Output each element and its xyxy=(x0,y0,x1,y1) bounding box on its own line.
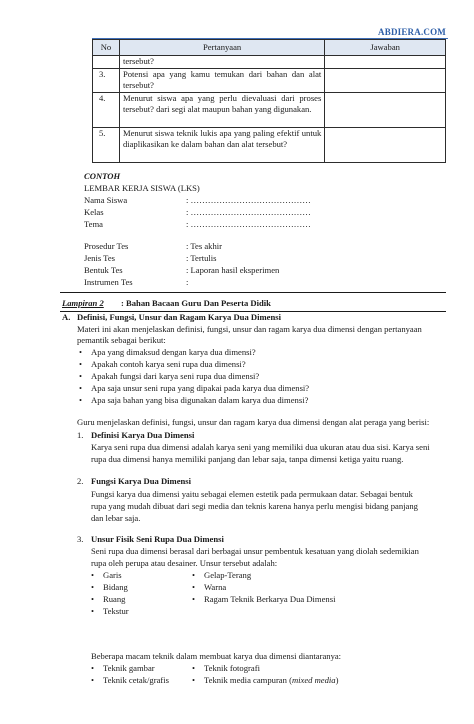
teknik-item: Teknik gambar xyxy=(103,663,155,673)
section-divider xyxy=(60,292,446,293)
field-value: : …………………………………… xyxy=(186,207,311,217)
item-line: rupa oleh perupa atau desainer. Unsur tersebut adalah: xyxy=(91,558,278,568)
teknik-item-close: ) xyxy=(335,675,339,685)
intro-line: Materi ini akan menjelaskan definisi, fungsi, unsur dan ragam karya dua dimensi dengan pertanyaan xyxy=(77,324,422,334)
row-answer-cell xyxy=(325,93,446,128)
field-value: : …………………………………… xyxy=(186,195,311,205)
row-question: Menurut siswa apa yang perlu dievaluasi dari proses tersebut? dari segi alat maupun bahan yang digunakan. xyxy=(119,93,324,128)
table-row xyxy=(93,69,446,93)
test-label: Bentuk Tes xyxy=(84,265,123,275)
item-line: rupa yang mudah dibuat dari segi media dan teknis karena hanya perlu mengisi bidang panjang xyxy=(91,501,418,511)
table-row xyxy=(93,56,446,69)
bullet-icon: • xyxy=(79,371,83,381)
test-value: : Tertulis xyxy=(186,253,217,263)
field-label: Kelas xyxy=(84,207,104,217)
question-item: Apakah fungsi dari karya seni rupa dua dimensi? xyxy=(91,371,260,381)
unsur-item: Gelap-Terang xyxy=(204,570,252,580)
item-title: Fungsi Karya Dua Dimensi xyxy=(91,476,192,486)
header-pertanyaan: Pertanyaan xyxy=(119,40,324,56)
table-row xyxy=(93,128,446,163)
item-number: 2. xyxy=(77,476,84,486)
test-value: : xyxy=(186,277,189,287)
teknik-item-text: Teknik media campuran ( xyxy=(204,675,292,685)
bullet-icon: • xyxy=(79,395,83,405)
unsur-item: Bidang xyxy=(103,582,128,592)
unsur-item: Tekstur xyxy=(103,606,129,616)
section-letter: A. xyxy=(62,312,71,322)
question-item: Apa yang dimaksud dengan karya dua dimensi? xyxy=(91,347,256,357)
item-line: Karya seni rupa dua dimensi adalah karya seni yang memiliki dua ukuran atau dua sisi. Karya seni xyxy=(91,442,430,452)
item-number: 3. xyxy=(77,534,84,544)
test-label: Jenis Tes xyxy=(84,253,115,263)
teknik-intro: Beberapa macam teknik dalam membuat karya dua dimensi diantaranya: xyxy=(91,651,342,661)
row-number: 5. xyxy=(93,128,120,163)
item-title: Definisi Karya Dua Dimensi xyxy=(91,430,195,440)
field-label: Nama Siswa xyxy=(84,195,128,205)
lampiran-label: Lampiran 2 xyxy=(62,298,104,308)
bullet-icon: • xyxy=(79,347,83,357)
row-answer-cell xyxy=(325,69,446,93)
bullet-icon: • xyxy=(192,594,196,604)
test-value: : Laporan hasil eksperimen xyxy=(186,265,280,275)
bullet-icon: • xyxy=(79,359,83,369)
bullet-icon: • xyxy=(91,594,95,604)
teknik-item-mixed xyxy=(204,675,338,686)
contoh-heading: CONTOH xyxy=(84,171,121,181)
test-label: Instrumen Tes xyxy=(84,277,133,287)
row-answer-cell xyxy=(325,56,446,69)
bullet-icon: • xyxy=(91,570,95,580)
bullet-icon: • xyxy=(91,663,95,673)
row-number: 3. xyxy=(93,69,120,93)
item-line: Fungsi karya dua dimensi yaitu sebagai elemen estetik pada permukaan datar. Sebagai bentuk xyxy=(91,489,413,499)
lampiran-title: : Bahan Bacaan Guru Dan Peserta Didik xyxy=(121,298,271,308)
question-item: Apa saja unsur seni rupa yang dipakai pada karya dua dimensi? xyxy=(91,383,310,393)
table-row xyxy=(93,93,446,128)
item-title: Unsur Fisik Seni Rupa Dua Dimensi xyxy=(91,534,224,544)
bullet-icon: • xyxy=(192,582,196,592)
item-number: 1. xyxy=(77,430,84,440)
test-label: Prosedur Tes xyxy=(84,241,129,251)
teknik-item-italic: mixed media xyxy=(291,675,336,685)
bullet-icon: • xyxy=(192,675,196,685)
bullet-icon: • xyxy=(91,675,95,685)
row-number: 4. xyxy=(93,93,120,128)
field-value: : …………………………………… xyxy=(186,219,311,229)
row-question: Potensi apa yang kamu temukan dari bahan dan alat tersebut? xyxy=(119,69,324,93)
header-no: No xyxy=(93,40,120,56)
row-question: tersebut? xyxy=(119,56,324,69)
item-line: dan lebar saja. xyxy=(91,513,141,523)
row-number xyxy=(93,56,120,69)
teknik-item: Teknik fotografi xyxy=(204,663,260,673)
item-line: rupa dua dimensi hanya memiliki panjang dan lebar saja, tanpa dimensi ketiga yaitu ruang. xyxy=(91,454,404,464)
table-header-row xyxy=(93,40,446,56)
row-question: Menurut siswa teknik lukis apa yang paling efektif untuk diaplikasikan ke dalam bahan dan alat tersebut? xyxy=(119,128,324,163)
teknik-item: Teknik cetak/grafis xyxy=(103,675,169,685)
field-label: Tema xyxy=(84,219,103,229)
bullet-icon: • xyxy=(91,606,95,616)
bullet-icon: • xyxy=(91,582,95,592)
unsur-item: Warna xyxy=(204,582,227,592)
bullet-icon: • xyxy=(79,383,83,393)
bullet-icon: • xyxy=(192,570,196,580)
question-item: Apa saja bahan yang bisa digunakan dalam karya dua dimensi? xyxy=(91,395,309,405)
guru-text: Guru menjelaskan definisi, fungsi, unsur dan ragam karya dua dimensi dengan alat peraga yang berisi: xyxy=(77,417,430,427)
intro-line: pemantik sebagai berikut: xyxy=(77,335,166,345)
section-heading: Definisi, Fungsi, Unsur dan Ragam Karya Dua Dimensi xyxy=(77,312,281,322)
test-value: : Tes akhir xyxy=(186,241,222,251)
lks-title: LEMBAR KERJA SISWA (LKS) xyxy=(84,183,200,193)
row-answer-cell xyxy=(325,128,446,163)
unsur-item: Ruang xyxy=(103,594,126,604)
item-line: Seni rupa dua dimensi berasal dari berbagai unsur pembentuk kesatuan yang diolah sedemikian xyxy=(91,546,419,556)
site-brand: ABDIERA.COM xyxy=(378,27,446,37)
header-jawaban: Jawaban xyxy=(325,40,446,56)
question-item: Apakah contoh karya seni rupa dua dimensi? xyxy=(91,359,246,369)
unsur-item: Garis xyxy=(103,570,122,580)
question-table xyxy=(92,39,446,163)
unsur-item: Ragam Teknik Berkarya Dua Dimensi xyxy=(204,594,336,604)
bullet-icon: • xyxy=(192,663,196,673)
